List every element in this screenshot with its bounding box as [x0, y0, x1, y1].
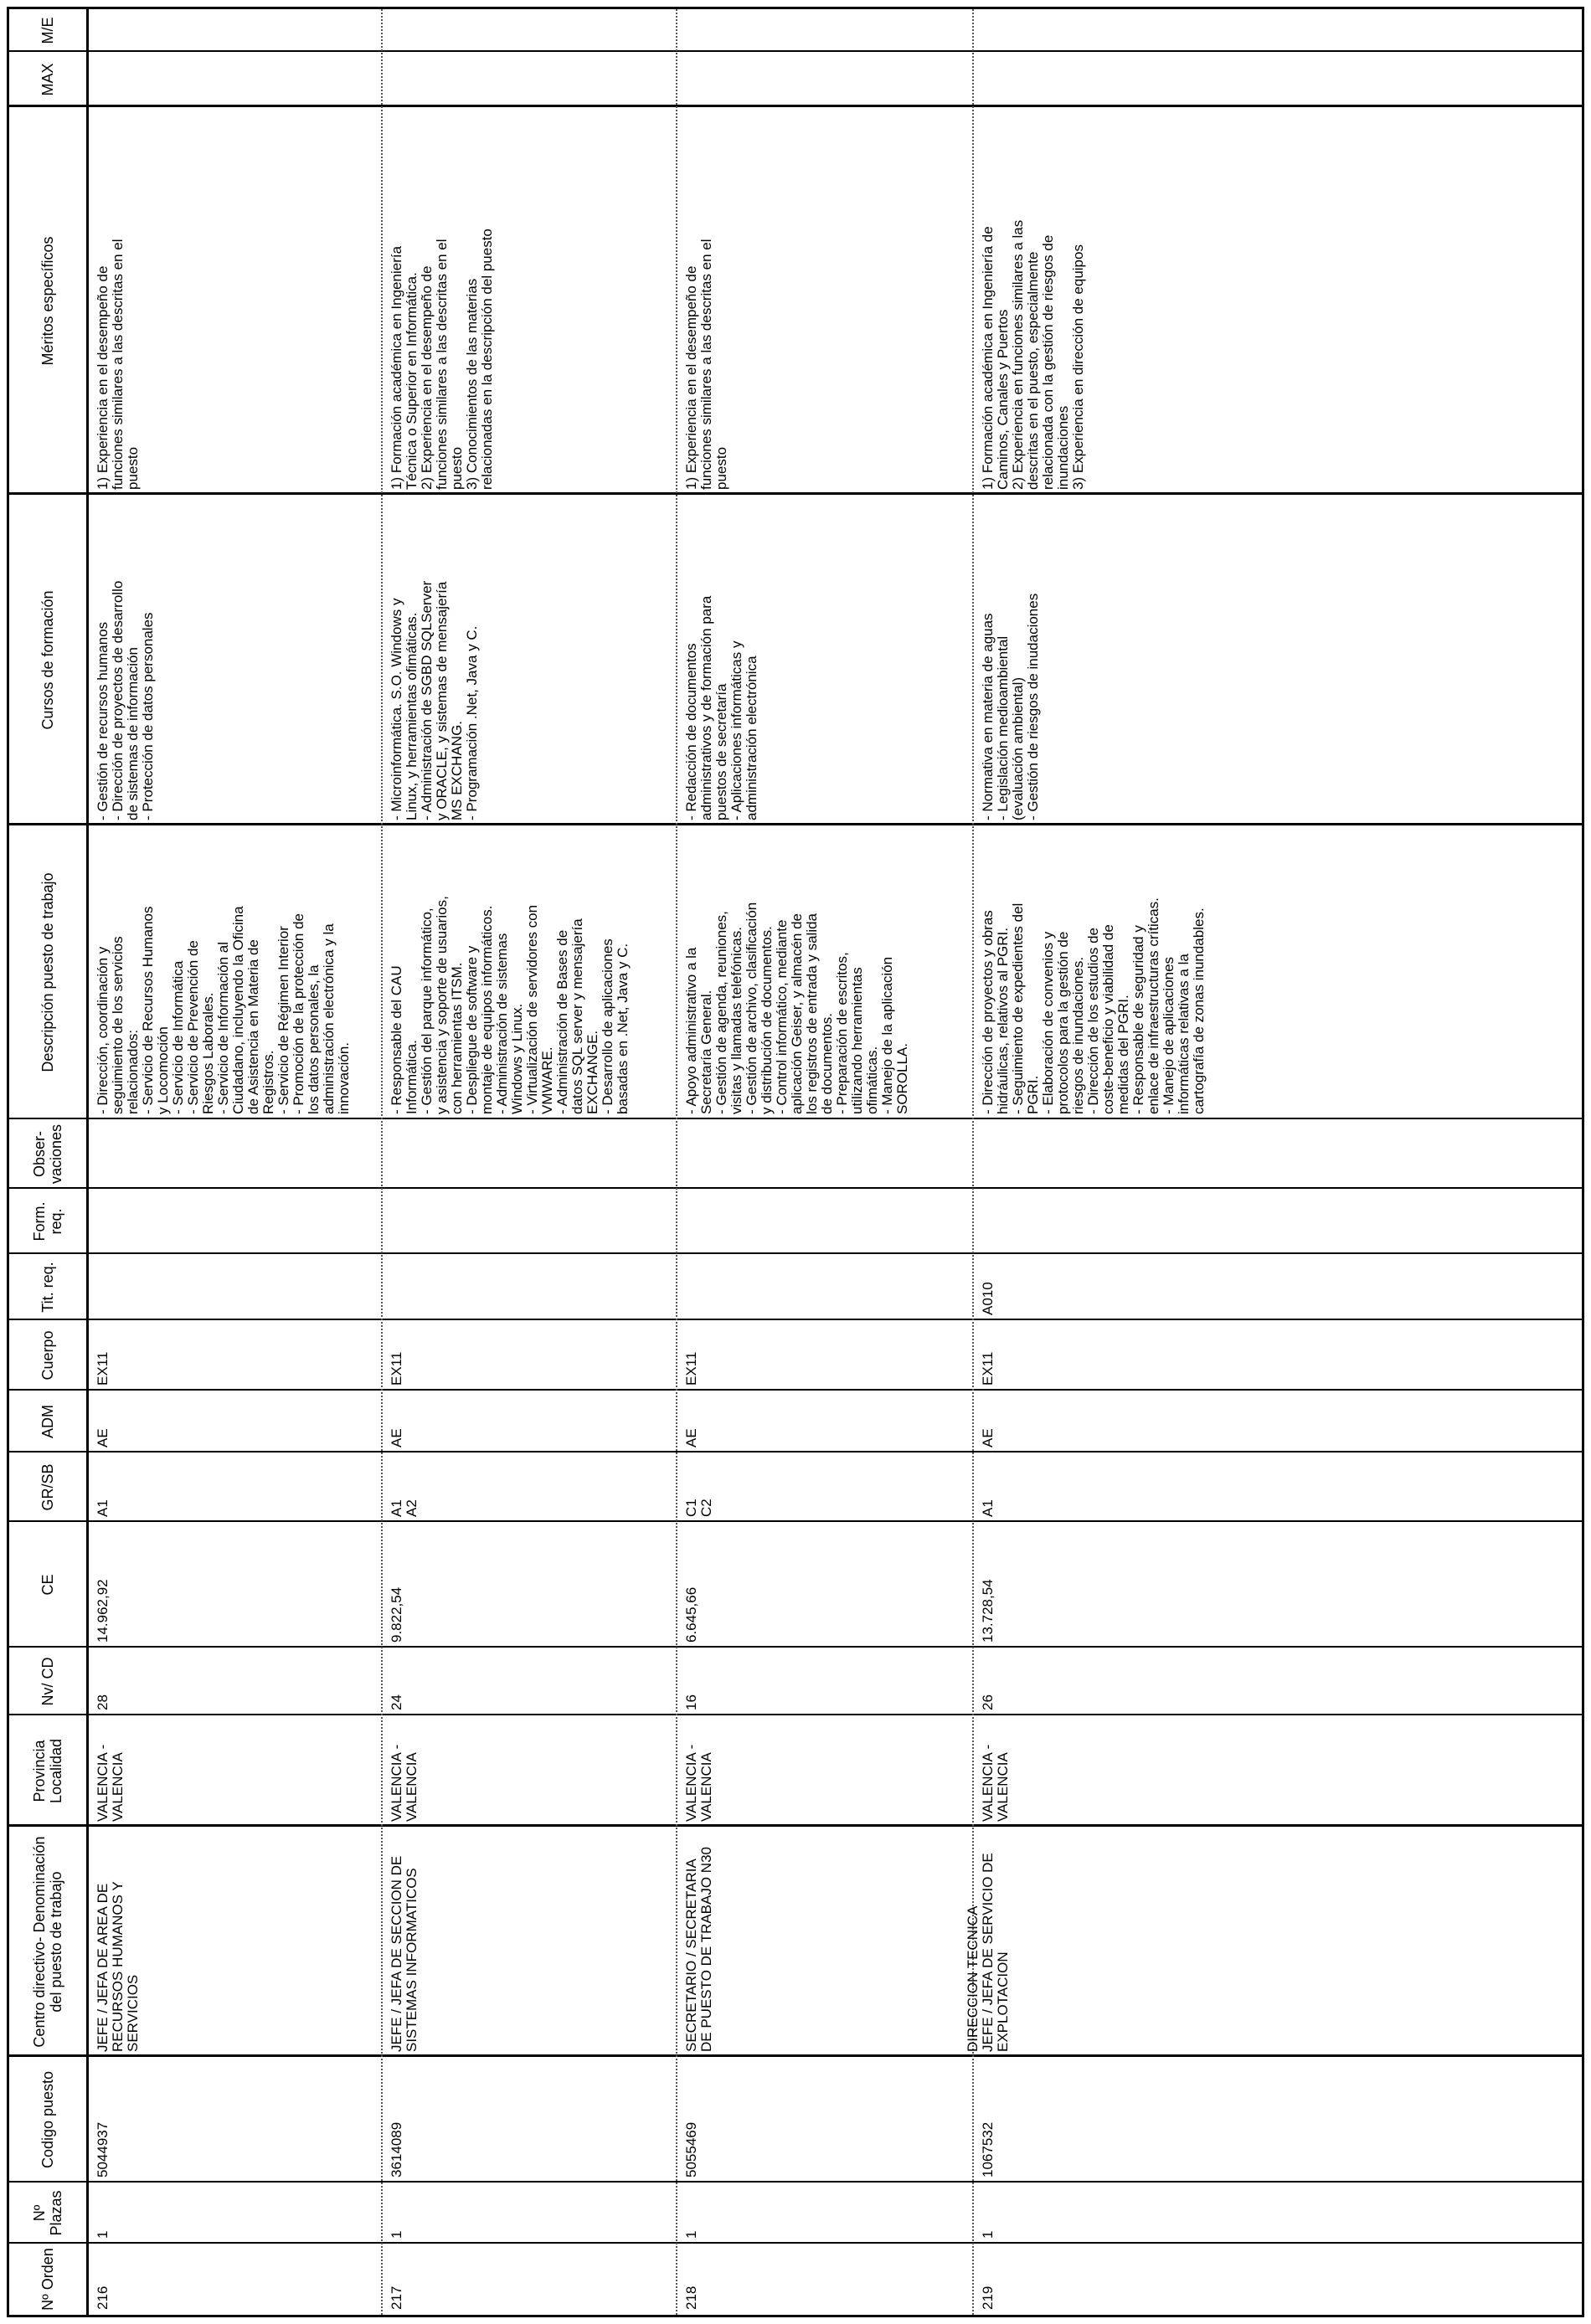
header-cuerpo: Cuerpo [39, 1330, 56, 1381]
header-grsb: GR/SB [39, 1463, 56, 1511]
cell-meritos: 1) Formación académica en Ingeniería Técnica o Superior en Informática. 2) Experiencia en el desempeño de funciones similares a las descritas en el puesto 3) Conocimientos de las materias relacionadas en la descripción del puesto [389, 229, 495, 490]
cell-cuerpo: EX11 [389, 1351, 404, 1386]
cell-descripcion: - Dirección, coordinación y seguimiento de los servicios relacionados: - Servicio de Recursos Humanos y Locomoción - Servicio de Informática - Servicio de Prevención de Riesgos Laborales. - Servicio de Información al Ciudadano, incluyendo la Oficina de Asistencia en Materia de Registros. - Servicio de Régimen Interior - Promoción de la protección de los datos personales, la administración electrónica y la innovación. [95, 906, 352, 1114]
cell-observaciones [682, 1119, 686, 1189]
header-descripcion: Descripción puesto de trabajo [39, 872, 56, 1072]
cell-cuerpo: EX11 [980, 1351, 996, 1386]
cell-orden: 217 [389, 2285, 404, 2310]
cell-codigo: 1067532 [980, 2121, 996, 2177]
cell-provincia: VALENCIA - VALENCIA [95, 1744, 126, 1822]
cell-observaciones [979, 1119, 982, 1189]
cell-meritos: 1) Formación académica en Ingeniería de Caminos, Canales y Puertos 2) Experiencia en funciones similares a las descritas en el puesto, especialmente relacionada con la gestión de riesgos de inundaciones 3) Experiencia en dirección de equipos [980, 219, 1086, 490]
cell-grsb: A1 [95, 1499, 111, 1517]
cell-formacion [682, 1189, 686, 1254]
table-row [677, 9, 972, 2315]
header-me: M/E [39, 17, 56, 44]
cell-orden: 218 [683, 2285, 699, 2310]
cell-plazas: 1 [95, 2230, 111, 2239]
cell-cuerpo: EX11 [683, 1351, 699, 1386]
cell-cursos: - Gestión de recursos humanos - Dirección de proyectos de desarrollo de sistemas de información - Protección de datos personales [95, 580, 156, 820]
cell-adm: AE [95, 1428, 111, 1447]
cell-cursos: - Normativa en materia de aguas - Legislación medioambiental (evaluación ambiental) - Gestión de riesgos de inudaciones [980, 593, 1041, 820]
cell-orden: 216 [95, 2285, 111, 2310]
table-header-row [9, 9, 89, 2315]
table-row [89, 9, 381, 2315]
job-positions-table [7, 7, 1584, 2317]
cell-nivel: 16 [683, 1694, 699, 1710]
header-nivel: Nv/ CD [39, 1657, 56, 1706]
cell-provincia: VALENCIA - VALENCIA [980, 1744, 1011, 1822]
cell-nivel: 28 [95, 1694, 111, 1710]
cell-meritos: 1) Experiencia en el desempeño de funciones similares a las descritas en el puesto [683, 239, 729, 490]
cell-observaciones [94, 1119, 97, 1189]
cell-adm: AE [389, 1428, 404, 1447]
header-provincia: Provincia Localidad [31, 1738, 64, 1804]
header-orden: Nº Orden [39, 2248, 56, 2311]
cell-ce: 9.822,54 [389, 1586, 404, 1643]
cell-grsb: C1 C2 [683, 1499, 714, 1517]
cell-grsb: A1 [980, 1499, 996, 1517]
cell-ce: 6.645,66 [683, 1586, 699, 1643]
cell-descripcion: - Dirección de proyectos y obras hidráulicas, relativos al PGRI. - Seguimiento de expedientes del PGRI. - Elaboración de convenios y protocolos para la gestión de riesgos de inundaciones. - Dirección de los estudios de coste-beneficio y viabilidad de medidas del PGRI. - Responsable de seguridad y enlace de infraestructuras críticas. - Manejo de aplicaciones informáticas relativas a la cartografía de zonas inundables. [980, 897, 1207, 1114]
cell-grsb: A1 A2 [389, 1499, 420, 1517]
cell-codigo: 5055469 [683, 2121, 699, 2177]
cell-centro: JEFE / JEFA DE SERVICIO DE EXPLOTACION [980, 1853, 1011, 2052]
cell-titulacion [388, 1254, 391, 1320]
cell-plazas: 1 [389, 2230, 404, 2239]
header-formacion: Form. req. [31, 1201, 64, 1242]
cell-meritos: 1) Experiencia en el desempeño de funciones similares a las descritas en el puesto [95, 239, 141, 490]
cell-plazas: 1 [683, 2230, 699, 2239]
table-row [383, 9, 676, 2315]
cell-observaciones [388, 1119, 391, 1189]
cell-cursos: - Microinformática. S.O. Windows y Linux, y herramientas ofimáticas. - Administración de SGBD SQLServer y ORACLE, y sistemas de mensajería MS EXCHANG. - Programación .Net, Java y C. [389, 580, 480, 820]
cell-adm: AE [683, 1428, 699, 1447]
cell-formacion [979, 1189, 982, 1254]
header-codigo: Codigo puesto [39, 2070, 56, 2169]
cell-ce: 14.962,92 [95, 1579, 111, 1643]
cell-cuerpo: EX11 [95, 1351, 111, 1386]
header-max: MAX [39, 63, 56, 96]
cell-ce: 13.728,54 [980, 1579, 996, 1643]
header-titulacion: Tit. req. [39, 1262, 56, 1313]
cell-centro: JEFE / JEFA DE SECCION DE SISTEMAS INFORMATICOS [389, 1855, 420, 2052]
cell-orden: 219 [980, 2285, 996, 2310]
cell-titulacion [682, 1254, 686, 1320]
header-observaciones: Obser- vaciones [31, 1123, 64, 1185]
header-cursos: Cursos de formación [39, 590, 56, 730]
header-adm: ADM [39, 1405, 56, 1438]
cell-adm: AE [980, 1428, 996, 1447]
cell-provincia: VALENCIA - VALENCIA [389, 1744, 420, 1822]
cell-centro-directivo: DIRECCION TECNICA [965, 1905, 981, 2052]
cell-centro: JEFE / JEFA DE AREA DE RECURSOS HUMANOS Y SERVICIOS [95, 1881, 141, 2052]
cell-nivel: 26 [980, 1694, 996, 1710]
cell-titulacion: A010 [980, 1282, 996, 1315]
header-plazas: Nº Plazas [31, 2190, 64, 2236]
cell-cursos: - Redacción de documentos administrativos y de formación para puestos de secretaría - Aplicaciones informáticas y administración electrónica [683, 595, 759, 820]
cell-formacion [388, 1189, 391, 1254]
cell-plazas: 1 [980, 2230, 996, 2239]
cell-formacion [94, 1189, 97, 1254]
cell-centro: SECRETARIO / SECRETARIA DE PUESTO DE TRABAJO N30 [683, 1847, 714, 2052]
cell-descripcion: - Apoyo administrativo a la Secretaría General. - Gestión de agenda, reuniones, visitas y llamadas telefónicas. - Gestión de archivo, clasificación y distribución de documentos. - Control informático, mediante aplicación Geiser, y almacén de los registros de entrada y salida de documentos. - Preparación de escritos, utilizando herramientas ofimáticas. - Manejo de la aplicación SOROLLA. [683, 902, 910, 1114]
table-row [965, 9, 1582, 2315]
header-meritos: Méritos específicos [39, 236, 56, 366]
cell-codigo: 5044937 [95, 2121, 111, 2177]
cell-nivel: 24 [389, 1694, 404, 1710]
cell-descripcion: - Responsable del CAU Informática. - Gestión del parque informático, y asistencia y soporte de usuarios, con herramientas ITSM. - Despliegue de software y montaje de equipos informáticos. - Administración de sistemas Windows y Linux. - Virtualización de servidores con VMWARE. - Administración de Bases de datos SQL server y mensajería EXCHANGE. - Desarrollo de aplicaciones basadas en .Net, Java y C. [389, 896, 631, 1114]
cell-codigo: 3614089 [389, 2121, 404, 2177]
cell-titulacion [94, 1254, 97, 1320]
header-centro: Centro directivo- Denominación del puesto de trabajo [31, 1836, 64, 2048]
cell-provincia: VALENCIA - VALENCIA [683, 1744, 714, 1822]
header-ce: CE [39, 1574, 56, 1596]
